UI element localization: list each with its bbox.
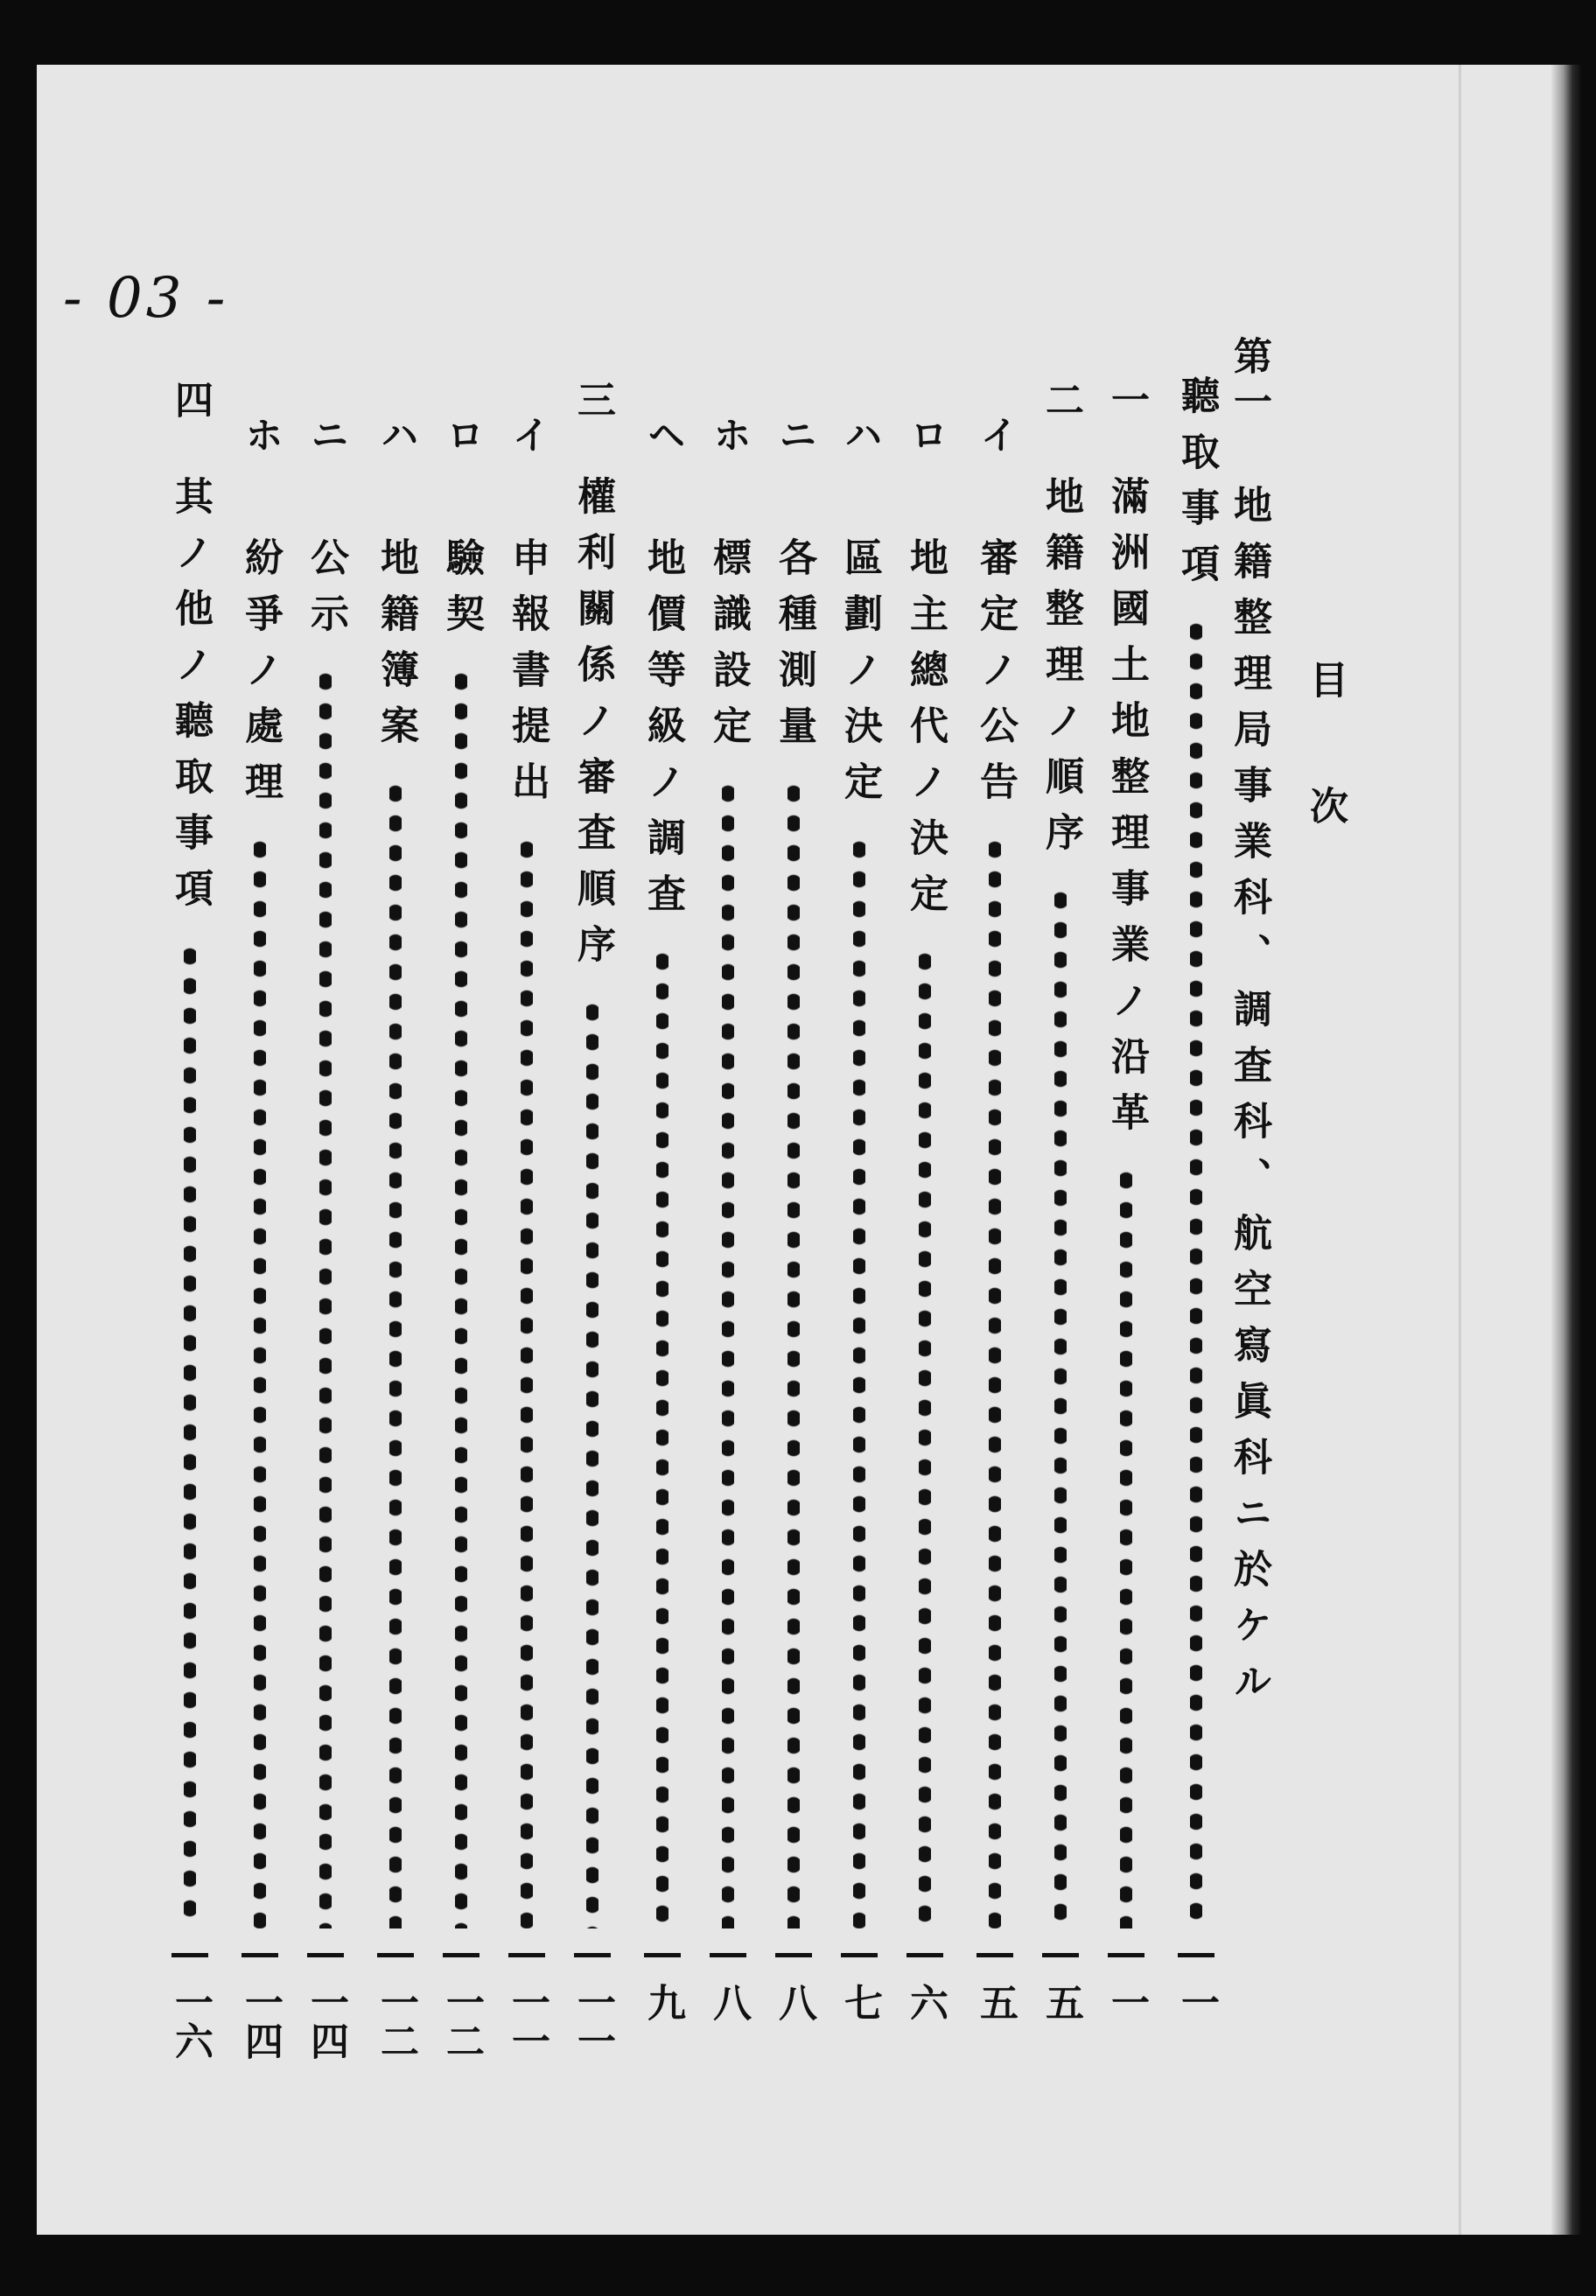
- toc-entry-title: 地主總代ノ決定: [903, 537, 948, 929]
- leader-dots: [722, 779, 734, 1928]
- leader-dash: [1178, 1953, 1214, 1957]
- leader-dots: [1054, 886, 1067, 1928]
- toc-entry-page: 一一: [570, 1983, 615, 2060]
- leader-dots: [254, 835, 266, 1928]
- leader-dots: [788, 779, 800, 1928]
- toc-entry-title: 地籍整理局事業科、調査科、航空寫眞科ニ於ケル: [1227, 485, 1271, 1717]
- toc-entry: [1096, 65, 1157, 2235]
- toc-entry-page: 五: [973, 1983, 1018, 2021]
- toc-entry-title: 地價等級ノ調査: [640, 537, 685, 929]
- toc-entry: [632, 65, 693, 2235]
- toc-entry-number: イ: [505, 415, 550, 460]
- toc-entry: [430, 65, 492, 2235]
- leader-dash: [443, 1953, 480, 1957]
- toc-entry: [829, 65, 890, 2235]
- toc-entry-number: ロ: [439, 415, 484, 460]
- leader-dots: [319, 667, 332, 1928]
- toc-entry-page: 九: [640, 1983, 685, 2021]
- toc-entry-page: 一二: [374, 1983, 418, 2060]
- leader-dash: [906, 1953, 943, 1957]
- toc-entry-page: 七: [837, 1983, 882, 2021]
- toc-entry-title: 地籍整理ノ順序: [1039, 476, 1083, 868]
- toc-entry-page: 五: [1039, 1983, 1083, 2021]
- toc-entry-number: ヘ: [640, 415, 685, 460]
- toc-entry-title: 標識設定: [706, 537, 751, 761]
- toc-entry-number: ホ: [238, 415, 283, 460]
- toc-entry-title: 權利關係ノ審査順序: [570, 476, 615, 980]
- leader-dash: [976, 1953, 1013, 1957]
- toc-entry-title: 滿洲國土地整理事業ノ沿革: [1104, 476, 1149, 1148]
- leader-dash: [242, 1953, 278, 1957]
- toc-entry-page: 一一: [505, 1983, 550, 2060]
- toc-entry: [1166, 65, 1227, 2235]
- leader-dash: [775, 1953, 812, 1957]
- toc-entry-title: 地籍簿案: [374, 537, 418, 761]
- leader-dots: [1120, 1166, 1132, 1928]
- binding-edge: [1550, 65, 1582, 2235]
- leader-dots: [989, 835, 1001, 1928]
- toc-entry-page: 一六: [168, 1983, 213, 2060]
- toc-entry-number: 二: [1039, 380, 1083, 425]
- toc-entry-number: ホ: [706, 415, 751, 460]
- toc-entry: [1030, 65, 1091, 2235]
- leader-dash: [377, 1953, 414, 1957]
- toc-entry-number: イ: [973, 415, 1018, 460]
- toc-entry-title: 區劃ノ決定: [837, 537, 882, 817]
- toc-entry-page: 一四: [304, 1983, 348, 2060]
- toc-entry-number: ニ: [304, 415, 348, 460]
- toc-entry-number: ニ: [772, 415, 816, 460]
- leader-dots: [586, 998, 598, 1928]
- toc-heading: 目次: [1303, 660, 1348, 912]
- toc-entry: [894, 65, 956, 2235]
- toc-entry: [964, 65, 1026, 2235]
- leader-dash: [1042, 1953, 1079, 1957]
- toc-entry: [229, 65, 290, 2235]
- leader-dots: [853, 835, 865, 1928]
- toc-entry-number: 四: [168, 380, 213, 425]
- toc-entry-title: 審定ノ公告: [973, 537, 1018, 817]
- leader-dash: [172, 1953, 208, 1957]
- toc-entry-page: 八: [772, 1983, 816, 2021]
- toc-entry-page: 一: [1174, 1983, 1219, 2021]
- toc-entry-title: 申報書提出: [505, 537, 550, 817]
- toc-entry-number: ロ: [903, 415, 948, 460]
- toc-entry-title: 各種測量: [772, 537, 816, 761]
- toc-entry: [697, 65, 759, 2235]
- leader-dots: [1190, 617, 1202, 1928]
- leader-dash: [1108, 1953, 1144, 1957]
- toc-entry-number: ハ: [837, 415, 882, 460]
- leader-dots: [389, 779, 402, 1928]
- leader-dots: [919, 947, 931, 1928]
- leader-dash: [307, 1953, 344, 1957]
- toc-entry-page: 八: [706, 1983, 751, 2021]
- leader-dash: [644, 1953, 681, 1957]
- toc-entry-page: 一二: [439, 1983, 484, 2060]
- toc-entry: [562, 65, 623, 2235]
- toc-entry-title: 公示: [304, 537, 348, 649]
- toc-entry-number: 三: [570, 380, 615, 425]
- leader-dash: [841, 1953, 878, 1957]
- toc-entry-title: 紛爭ノ處理: [238, 537, 283, 817]
- toc-entry: [496, 65, 557, 2235]
- toc-entry-number: ハ: [374, 415, 418, 460]
- toc-entry-title: 其ノ他ノ聽取事項: [168, 476, 213, 924]
- toc-entry: [1218, 65, 1279, 2235]
- toc-entry: [365, 65, 426, 2235]
- leader-dots: [656, 947, 668, 1928]
- toc-entry-title: 聽取事項: [1174, 375, 1219, 599]
- toc-entry-page: 一: [1104, 1983, 1149, 2021]
- toc-entry-number: 一: [1104, 380, 1149, 425]
- toc-entry-page: 六: [903, 1983, 948, 2021]
- toc-entry-number: 第一: [1227, 336, 1271, 427]
- toc-entry: [763, 65, 824, 2235]
- leader-dots: [184, 942, 196, 1928]
- toc-entry-title: 驗契: [439, 537, 484, 649]
- toc-entry-page: 一四: [238, 1983, 283, 2060]
- column-divider: [1459, 65, 1461, 2235]
- leader-dots: [521, 835, 533, 1928]
- leader-dots: [455, 667, 467, 1928]
- leader-dash: [508, 1953, 545, 1957]
- leader-dash: [710, 1953, 746, 1957]
- toc-entry: [159, 65, 220, 2235]
- toc-entry: [295, 65, 356, 2235]
- leader-dash: [574, 1953, 611, 1957]
- document-page: [37, 65, 1550, 2235]
- folio-number: - 03 -: [63, 266, 229, 331]
